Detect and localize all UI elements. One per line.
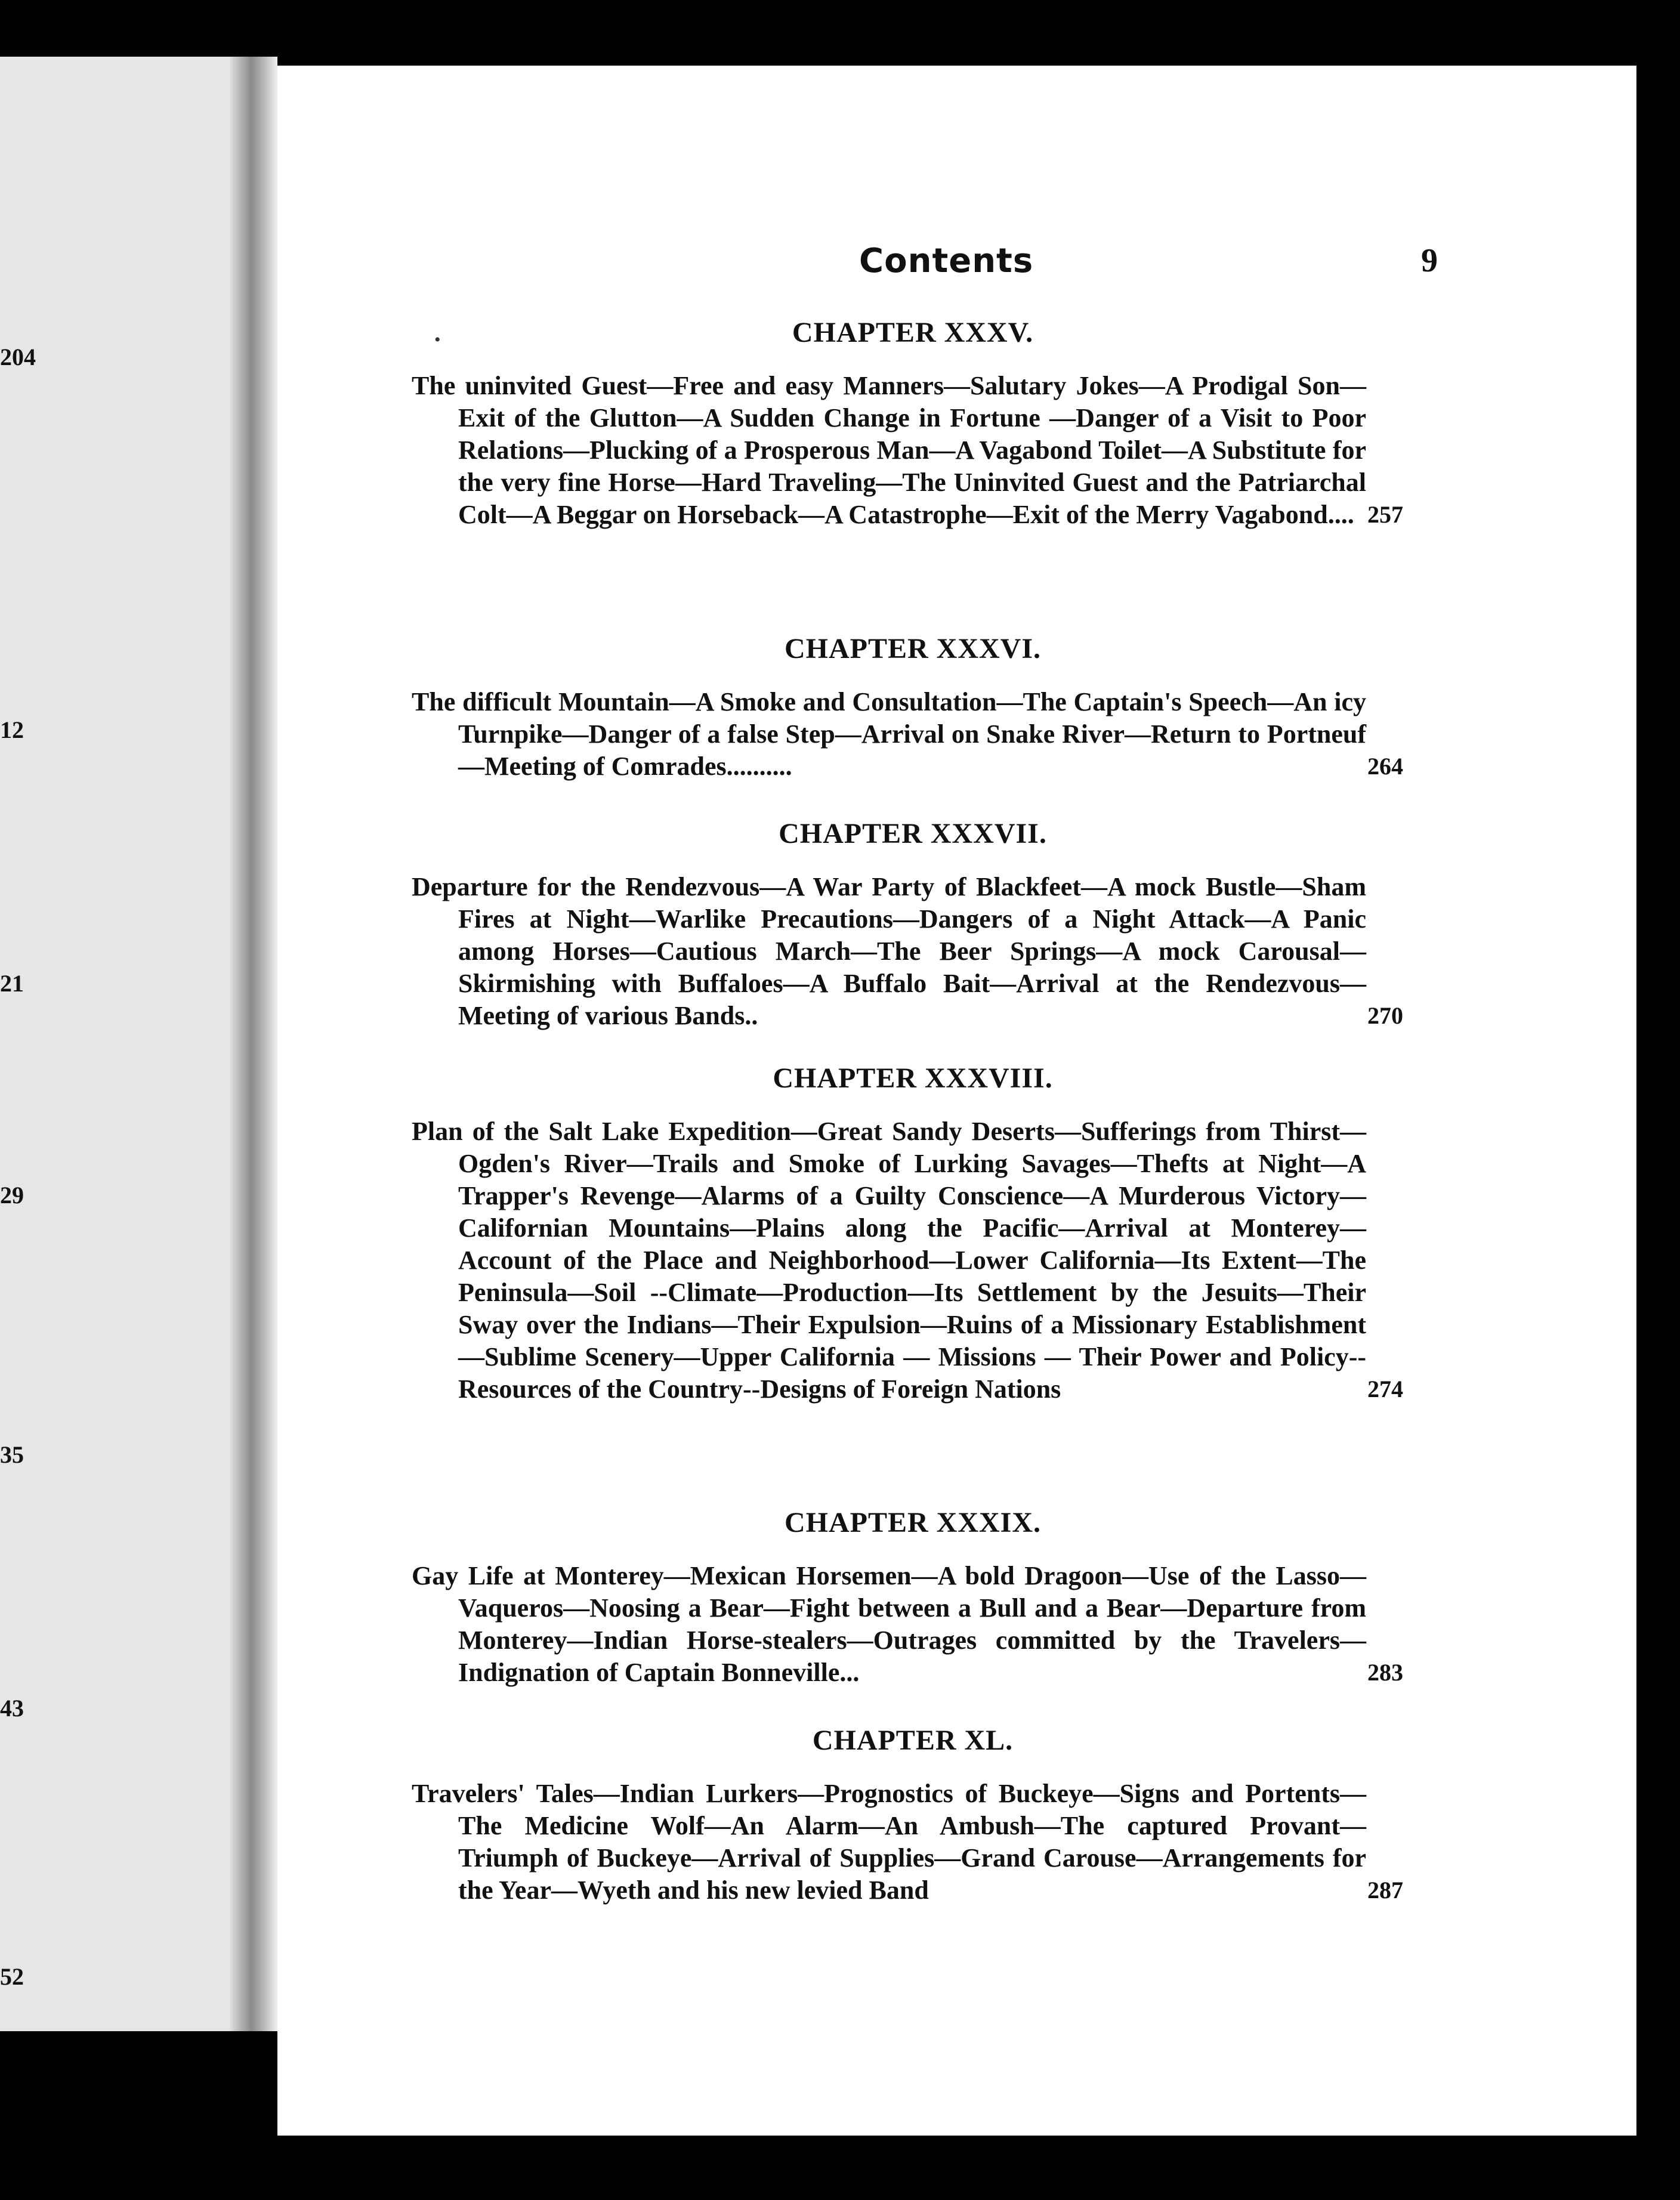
left-page-number: 21 bbox=[0, 970, 24, 997]
chapter-entry bbox=[412, 632, 1414, 783]
chapter-summary: Departure for the Rendezvous—A War Party of Blackfeet—A mock Bustle—Sham Fires at Night—Warlike Precautions—Dangers of a Night Attack—A Panic among Horses—Cautious March—The Beer Springs—A mock Carousal—Skirmishing with Buffaloes—A Buffalo Bait—Arrival at the Rendezvous—Meeting of various Bands.. 270 bbox=[412, 872, 1403, 1030]
chapter-title: CHAPTER XXXVI. bbox=[784, 633, 1041, 665]
chapter-entry bbox=[412, 316, 1414, 531]
chapter-title: CHAPTER XL. bbox=[812, 1725, 1014, 1756]
summary-text: Travelers' Tales—Indian Lurkers—Prognostics of Buckeye—Signs and Portents—The Medicine Wolf—An Alarm—An Ambush—The captured Provant—Triumph of Buckeye—Arrival of Supplies—Grand Carouse—Arrangements for the Year—Wyeth and his new levied Band bbox=[412, 1779, 1366, 1905]
chapter-entry bbox=[412, 817, 1414, 1032]
speck-mark: • bbox=[434, 330, 441, 350]
summary-text: Gay Life at Monterey—Mexican Horsemen—A bold Dragoon—Use of the Lasso—Vaqueros—Noosing a Bear—Fight between a Bull and a Bear—Departure from Monterey—Indian Horse-stealers—Outrages committed by the Travelers—Indignation of Captain Bonneville... bbox=[412, 1561, 1366, 1687]
summary-text: The difficult Mountain—A Smoke and Consultation—The Captain's Speech—An icy Turnpike—Danger of a false Step—Arrival on Snake River—Return to Portneuf—Meeting of Comrades.......... bbox=[412, 687, 1366, 781]
summary-text: Plan of the Salt Lake Expedition—Great Sandy Deserts—Sufferings from Thirst—Ogden's River—Trails and Smoke of Lurking Savages—Thefts at Night—A Trapper's Revenge—Alarms of a Guilty Conscience—A Murderous Victory—Californian Mountains—Plains along the Pacific—Arrival at Monterey—Account of the Place and Neighborhood—Lower California—Its Extent—The Peninsula—Soil --Climate—Production—Its Settlement by the Jesuits—Their Sway over the Indians—Their Expulsion—Ruins of a Missionary Establishment—Sublime Scenery—Upper California — Missions — Their Power and Policy--Resources of the Country--Designs of Foreign Nations bbox=[412, 1117, 1366, 1404]
chapter-title: CHAPTER XXXVIII. bbox=[773, 1062, 1053, 1094]
left-page-number: 43 bbox=[0, 1695, 24, 1722]
chapter-title: CHAPTER XXXVII. bbox=[779, 818, 1047, 849]
left-page bbox=[0, 57, 230, 2031]
summary-text: Departure for the Rendezvous—A War Party of Blackfeet—A mock Bustle—Sham Fires at Night—Warlike Precautions—Dangers of a Night Attack—A Panic among Horses—Cautious March—The Beer Springs—A mock Carousal—Skirmishing with Buffaloes—A Buffalo Bait—Arrival at the Rendezvous—Meeting of various Bands.. bbox=[412, 872, 1366, 1030]
chapter-entry bbox=[412, 1062, 1414, 1405]
book-gutter bbox=[230, 57, 277, 2031]
chapter-entry bbox=[412, 1724, 1414, 1907]
left-page-number: 35 bbox=[0, 1441, 24, 1468]
chapter-summary: Plan of the Salt Lake Expedition—Great Sandy Deserts—Sufferings from Thirst—Ogden's River—Trails and Smoke of Lurking Savages—Thefts at Night—A Trapper's Revenge—Alarms of a Guilty Conscience—A Murderous Victory—Californian Mountains—Plains along the Pacific—Arrival at Monterey—Account of the Place and Neighborhood—Lower California—Its Extent—The Peninsula—Soil --Climate—Production—Its Settlement by the Jesuits—Their Sway over the Indians—Their Expulsion—Ruins of a Missionary Establishment—Sublime Scenery—Upper California — Missions — Their Power and Policy--Resources of the Country--Designs of Foreign Nations 274 bbox=[412, 1117, 1403, 1404]
chapter-summary: Travelers' Tales—Indian Lurkers—Prognostics of Buckeye—Signs and Portents—The Medicine Wolf—An Alarm—An Ambush—The captured Provant—Triumph of Buckeye—Arrival of Supplies—Grand Carouse—Arrangements for the Year—Wyeth and his new levied Band 287 bbox=[412, 1779, 1403, 1905]
chapter-entry bbox=[412, 1506, 1414, 1689]
left-page-number: 12 bbox=[0, 716, 24, 743]
page-number: 9 bbox=[1421, 242, 1438, 279]
summary-text: The uninvited Guest—Free and easy Manners—Salutary Jokes—A Prodigal Son—Exit of the Glutton—A Sudden Change in Fortune —Danger of a Visit to Poor Relations—Plucking of a Prosperous Man—A Vagabond Toilet—A Substitute for the very fine Horse—Hard Traveling—The Uninvited Guest and the Patriarchal Colt—A Beggar on Horseback—A Catastrophe—Exit of the Merry Vagabond.... bbox=[412, 371, 1366, 529]
chapter-title: CHAPTER XXXIX. bbox=[784, 1507, 1041, 1538]
chapter-summary: The uninvited Guest—Free and easy Manners—Salutary Jokes—A Prodigal Son—Exit of the Glutton—A Sudden Change in Fortune —Danger of a Visit to Poor Relations—Plucking of a Prosperous Man—A Vagabond Toilet—A Substitute for the very fine Horse—Hard Traveling—The Uninvited Guest and the Patriarchal Colt—A Beggar on Horseback—A Catastrophe—Exit of the Merry Vagabond.... 257 bbox=[412, 371, 1403, 529]
left-page-number: 204 bbox=[0, 344, 36, 370]
running-head: Contents bbox=[859, 242, 1034, 280]
chapter-summary: The difficult Mountain—A Smoke and Consultation—The Captain's Speech—An icy Turnpike—Danger of a false Step—Arrival on Snake River—Return to Portneuf—Meeting of Comrades.......... 264 bbox=[412, 687, 1403, 781]
chapter-summary: Gay Life at Monterey—Mexican Horsemen—A bold Dragoon—Use of the Lasso—Vaqueros—Noosing a Bear—Fight between a Bull and a Bear—Departure from Monterey—Indian Horse-stealers—Outrages committed by the Travelers—Indignation of Captain Bonneville... 283 bbox=[412, 1561, 1403, 1687]
chapter-title: CHAPTER XXXV. bbox=[792, 317, 1034, 348]
left-page-number: 52 bbox=[0, 1963, 24, 1990]
left-page-number: 29 bbox=[0, 1182, 24, 1209]
